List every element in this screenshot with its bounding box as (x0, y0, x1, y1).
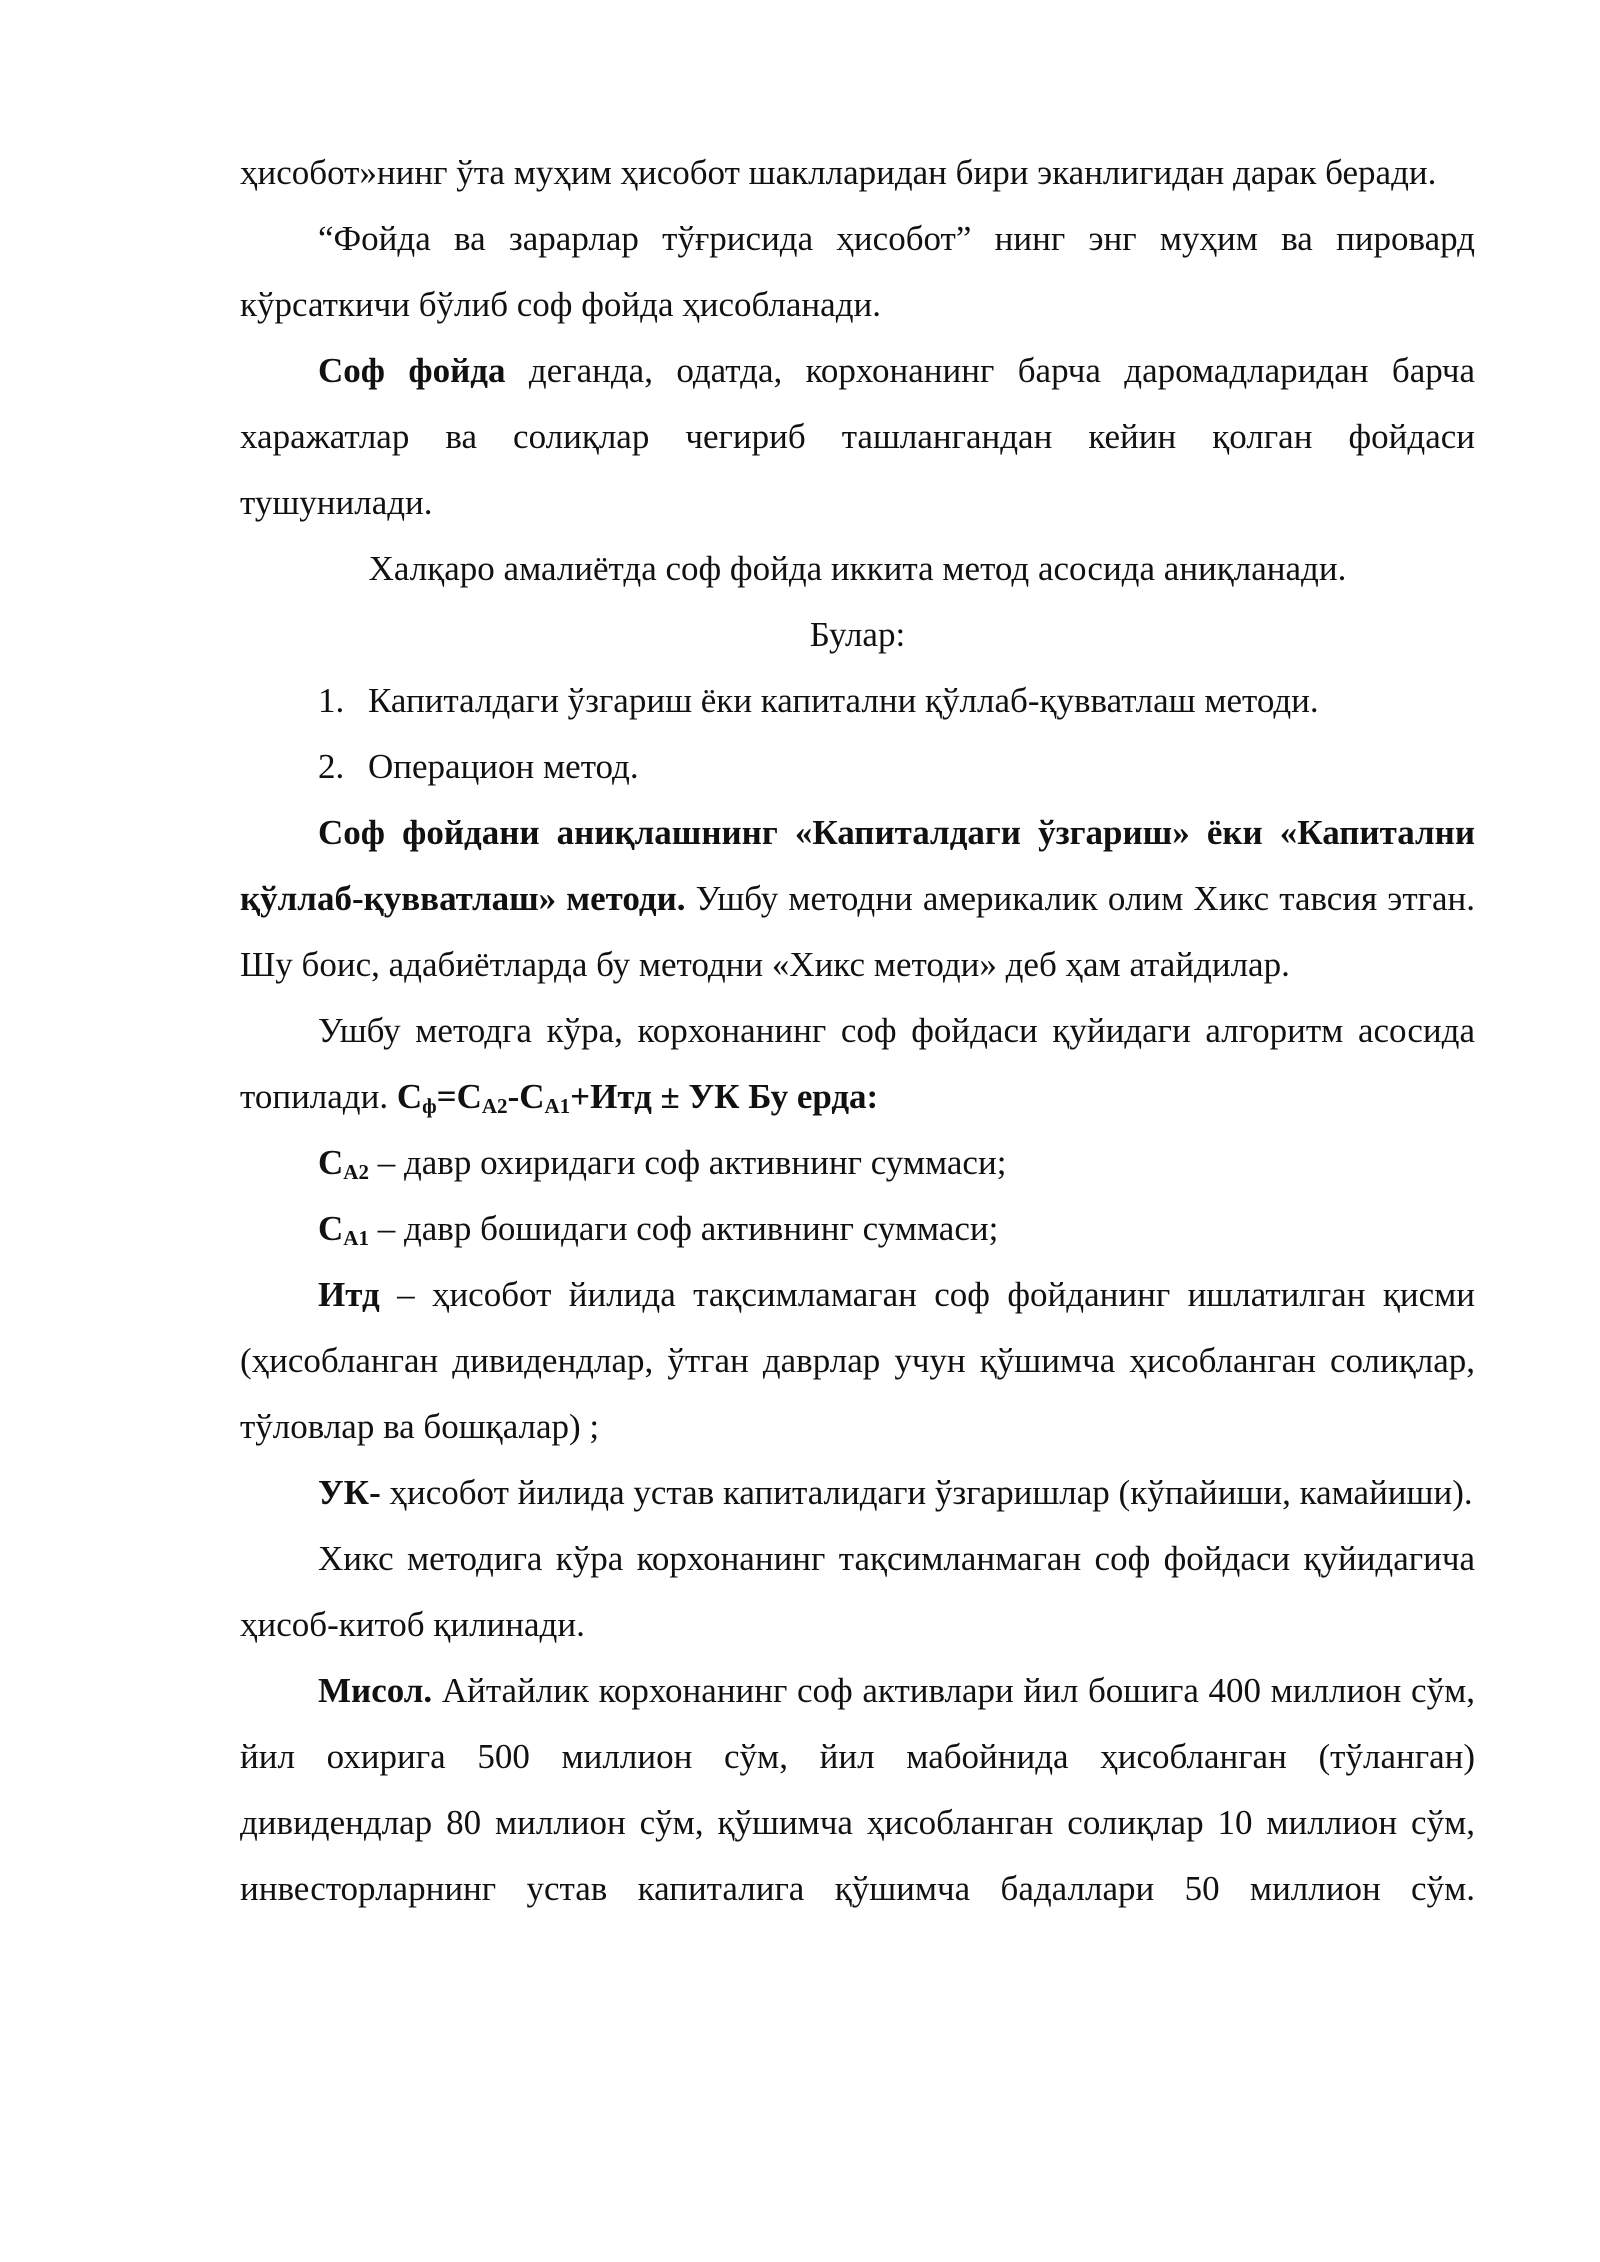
paragraph-6-text: Ушбу методни америкалик олим Хикс тавсия этган. Шу боис, адабиётларда бу методни «Хикс методи» деб ҳам атайдилар. (240, 879, 1475, 984)
definition-term: УК- (318, 1473, 381, 1512)
paragraph-3 (240, 338, 1475, 536)
list-item-2 (240, 734, 1475, 800)
list-item-1 (240, 668, 1475, 734)
definition-term (318, 1143, 369, 1182)
definition-ca1 (240, 1196, 1475, 1262)
term-subscript: А1 (343, 1226, 369, 1250)
list-item-text: Операцион метод. (368, 747, 639, 786)
definition-text: – давр охиридаги соф активнинг суммаси; (368, 1143, 1007, 1182)
definition-uk (240, 1460, 1475, 1526)
document-page (240, 140, 1475, 1922)
list-item-number: 2. (318, 747, 345, 786)
paragraph-9 (240, 1658, 1475, 1922)
term-sof-foyda: Соф фойда (318, 351, 506, 390)
paragraph-5: Булар: (809, 615, 906, 654)
paragraph-2: “Фойда ва зарарлар тўғрисида ҳисобот” нинг энг муҳим ва пировард кўрсаткичи бўлиб соф фойда ҳисобланади. (240, 219, 1475, 324)
paragraph-7-text: Ушбу методга кўра, корхонанинг соф фойдаси қуйидаги алгоритм асосида топилади. (240, 1011, 1475, 1116)
formula-subscript: А1 (544, 1094, 571, 1118)
list-item-text: Капиталдаги ўзгариш ёки капитални қўллаб-қувватлаш методи. (368, 681, 1319, 720)
definition-itd (240, 1262, 1475, 1460)
example-label: Мисол. (318, 1671, 433, 1710)
method-heading: Соф фойдани аниқлашнинг «Капиталдаги ўзгариш» ёки «Капитални қўллаб-қувватлаш» методи. (240, 813, 1475, 918)
term-subscript: А2 (343, 1160, 369, 1184)
formula-subscript: А2 (481, 1094, 508, 1118)
term-letter: С (318, 1209, 344, 1248)
formula-part: +Итд ± УК Бу ерда: (570, 1077, 879, 1116)
paragraph-7 (240, 998, 1475, 1130)
definition-text: – ҳисобот йилида тақсимламаган соф фойданинг ишлатилган қисми (ҳисобланган дивидендлар, ўтган даврлар учун қўшимча ҳисобланган солиқлар, тўловлар ва бошқалар) ; (240, 1275, 1475, 1446)
definition-ca2 (240, 1130, 1475, 1196)
definition-term: Итд (318, 1275, 380, 1314)
formula-part: -С (507, 1077, 545, 1116)
paragraph-6 (240, 800, 1475, 998)
paragraph-4: Халқаро амалиётда соф фойда иккита метод асосида аниқланади. (368, 549, 1347, 588)
paragraph-9-text: Айтайлик корхонанинг соф активлари йил бошига 400 миллион сўм, йил охирига 500 миллион сўм, йил мабойнида ҳисобланган (тўланган) дивидендлар 80 миллион сўм, қўшимча ҳисобланган солиқлар 10 миллион сўм, инвесторларнинг устав капиталига қўшимча бадаллари 50 миллион сўм. (240, 1671, 1475, 1908)
paragraph-3-text: деганда, одатда, корхонанинг барча даромадларидан барча харажатлар ва солиқлар чегириб ташлангандан кейин қолган фойдаси тушунилади. (240, 351, 1475, 522)
definition-text: – давр бошидаги соф активнинг суммаси; (368, 1209, 999, 1248)
paragraph-8: Хикс методига кўра корхонанинг тақсимланмаган соф фойдаси қуйидагича ҳисоб-китоб қилинади. (240, 1539, 1475, 1644)
formula-part: =С (436, 1077, 482, 1116)
paragraph-1: ҳисобот»нинг ўта муҳим ҳисобот шаклларидан бири эканлигидан дарак беради. (240, 153, 1437, 192)
list-item-number: 1. (318, 681, 345, 720)
formula-subscript: ф (422, 1094, 437, 1118)
formula (397, 1077, 878, 1116)
definition-text: ҳисобот йилида устав капиталидаги ўзгаришлар (кўпайиши, камайиши). (380, 1473, 1473, 1512)
definition-term (318, 1209, 369, 1248)
formula-part: С (396, 1077, 423, 1116)
term-letter: С (318, 1143, 344, 1182)
